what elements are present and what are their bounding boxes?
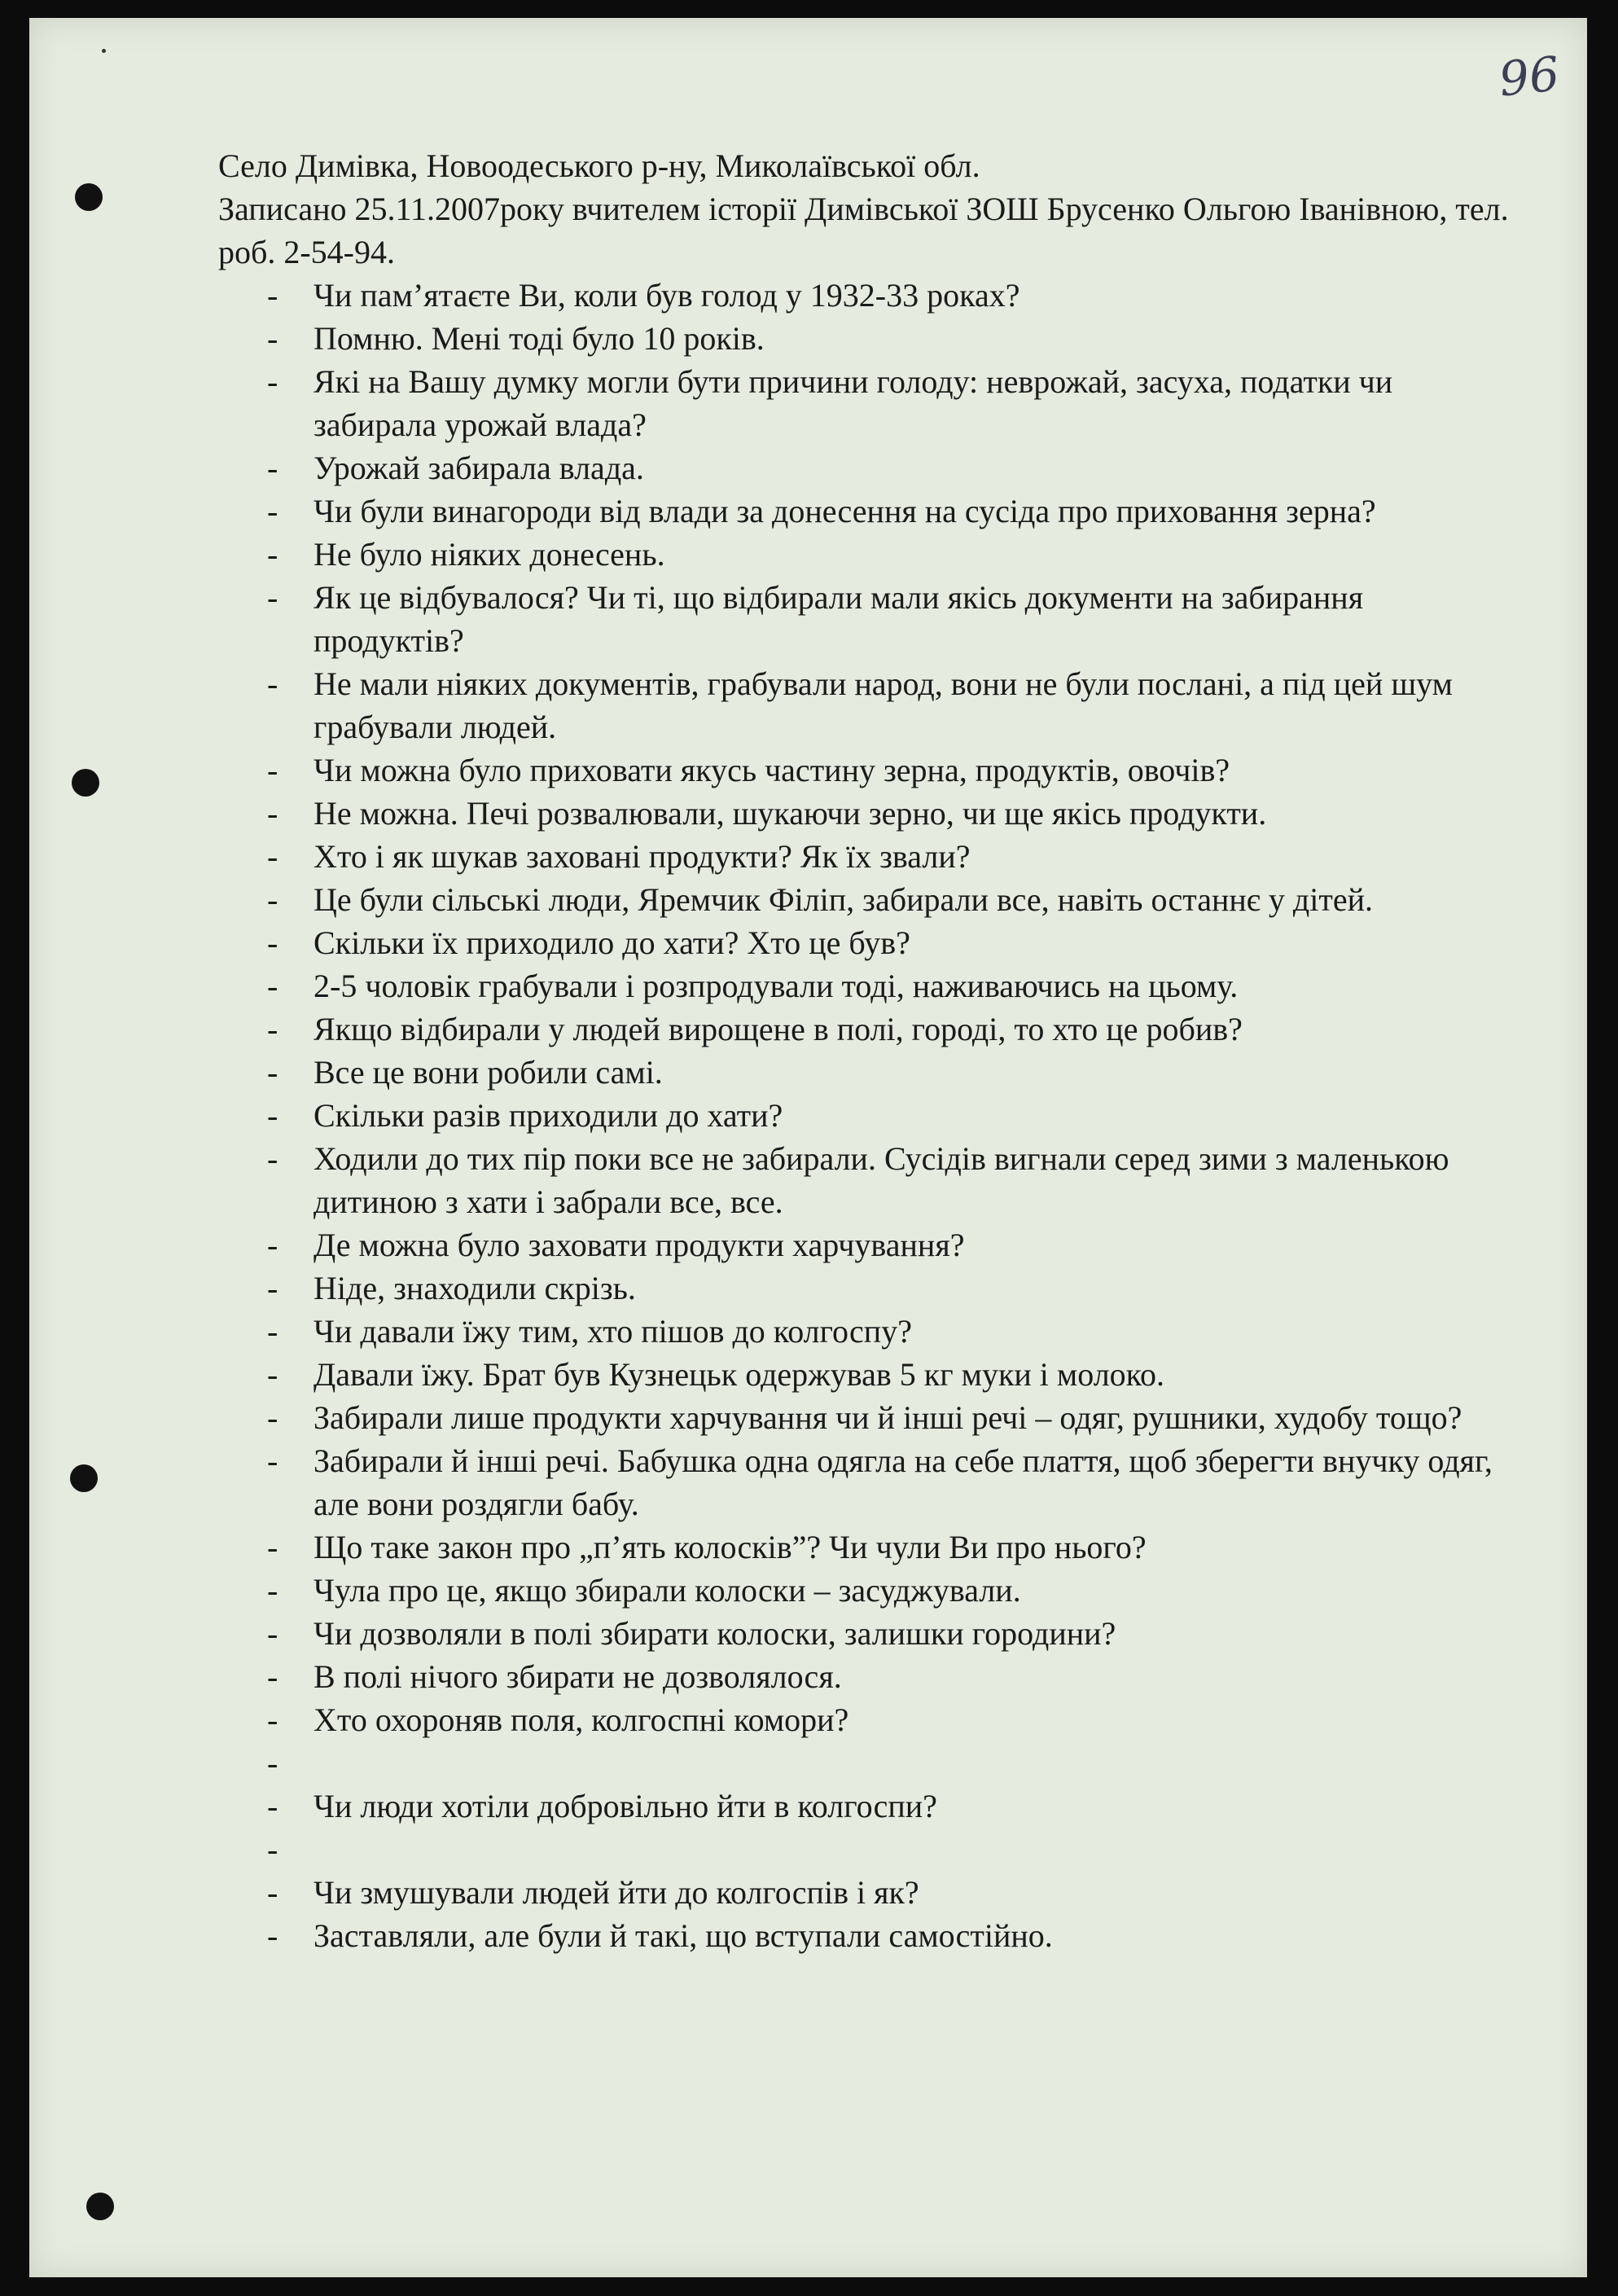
- interview-line: - Чи люди хотіли добровільно йти в колгоспи?: [218, 1785, 1521, 1828]
- interview-line: - Хто охороняв поля, колгоспні комори?: [218, 1698, 1521, 1741]
- document-header: [218, 144, 1521, 274]
- interview-line: - 2-5 чоловік грабували і розпродували тоді, наживаючись на цьому.: [218, 964, 1521, 1008]
- interview-line: - Що таке закон про „п’ять колосків”? Чи чули Ви про нього?: [218, 1526, 1521, 1569]
- document-page: [29, 18, 1587, 2277]
- punch-hole: [75, 183, 103, 211]
- interview-line: - Ходили до тих пір поки все не забирали. Сусідів вигнали серед зими з маленькою дитиною з хати і забрали все, все.: [218, 1137, 1521, 1223]
- interview-line: - Урожай забирала влада.: [218, 446, 1521, 489]
- interview-line: - Чи дозволяли в полі збирати колоски, залишки городини?: [218, 1612, 1521, 1655]
- interview-line: - Як це відбувалося? Чи ті, що відбирали мали якісь документи на забирання продуктів?: [218, 576, 1521, 662]
- interview-line: - Не було ніяких донесень.: [218, 533, 1521, 576]
- interview-line: - Чула про це, якщо збирали колоски – засуджували.: [218, 1569, 1521, 1612]
- interview-line: - Скільки їх приходило до хати? Хто це був?: [218, 921, 1521, 964]
- interview-line: - Чи давали їжу тим, хто пішов до колгоспу?: [218, 1310, 1521, 1353]
- interview-line: - Давали їжу. Брат був Кузнецьк одержував 5 кг муки і молоко.: [218, 1353, 1521, 1396]
- interview-line: - Хто і як шукав заховані продукти? Як їх звали?: [218, 835, 1521, 878]
- interview-line: - Помню. Мені тоді було 10 років.: [218, 317, 1521, 360]
- speck: [102, 49, 106, 53]
- punch-hole: [72, 769, 99, 797]
- location-line: Село Димівка, Новоодеського р-ну, Миколаївської обл.: [218, 147, 980, 184]
- interview-line: - В полі нічого збирати не дозволялося.: [218, 1655, 1521, 1698]
- interview-line: - Якщо відбирали у людей вирощене в полі, городі, то хто це робив?: [218, 1008, 1521, 1051]
- interview-list: [218, 274, 1521, 1957]
- interview-line: - Все це вони робили самі.: [218, 1051, 1521, 1094]
- interview-line: - Чи змушували людей йти до колгоспів і як?: [218, 1871, 1521, 1914]
- interview-line: - Чи були винагороди від влади за донесення на сусіда про приховання зерна?: [218, 489, 1521, 533]
- interview-line: - Не можна. Печі розвалювали, шукаючи зерно, чи ще якісь продукти.: [218, 792, 1521, 835]
- document-body: [218, 144, 1521, 1957]
- interview-line: - Чи можна було приховати якусь частину зерна, продуктів, овочів?: [218, 749, 1521, 792]
- interview-line: [218, 1828, 1521, 1871]
- interview-line: - Заставляли, але були й такі, що вступали самостійно.: [218, 1914, 1521, 1957]
- interview-line: - Забирали й інші речі. Бабушка одна одягла на себе плаття, щоб зберегти внучку одяг, але вони роздягли бабу.: [218, 1439, 1521, 1526]
- handwritten-page-number: 96: [1496, 46, 1563, 108]
- interview-line: - Які на Вашу думку могли бути причини голоду: неврожай, засуха, податки чи забирала урожай влада?: [218, 360, 1521, 446]
- interview-line: - Де можна було заховати продукти харчування?: [218, 1223, 1521, 1267]
- interview-line: - Не мали ніяких документів, грабували народ, вони не були послані, а під цей шум грабували людей.: [218, 662, 1521, 749]
- interview-line: - Чи пам’ятаєте Ви, коли був голод у 1932-33 роках?: [218, 274, 1521, 317]
- interview-line: - Це були сільські люди, Яремчик Філіп, забирали все, навіть останнє у дітей.: [218, 878, 1521, 921]
- punch-hole: [86, 2193, 114, 2220]
- interview-line: - Скільки разів приходили до хати?: [218, 1094, 1521, 1137]
- punch-hole: [70, 1464, 98, 1492]
- interview-line: - Ніде, знаходили скрізь.: [218, 1267, 1521, 1310]
- interview-line: - Забирали лише продукти харчування чи й інші речі – одяг, рушники, худобу тощо?: [218, 1396, 1521, 1439]
- recorded-by-line: Записано 25.11.2007року вчителем історії Димівської ЗОШ Брусенко Ольгою Іванівною, тел. роб. 2-54-94.: [218, 191, 1509, 270]
- interview-line: [218, 1741, 1521, 1785]
